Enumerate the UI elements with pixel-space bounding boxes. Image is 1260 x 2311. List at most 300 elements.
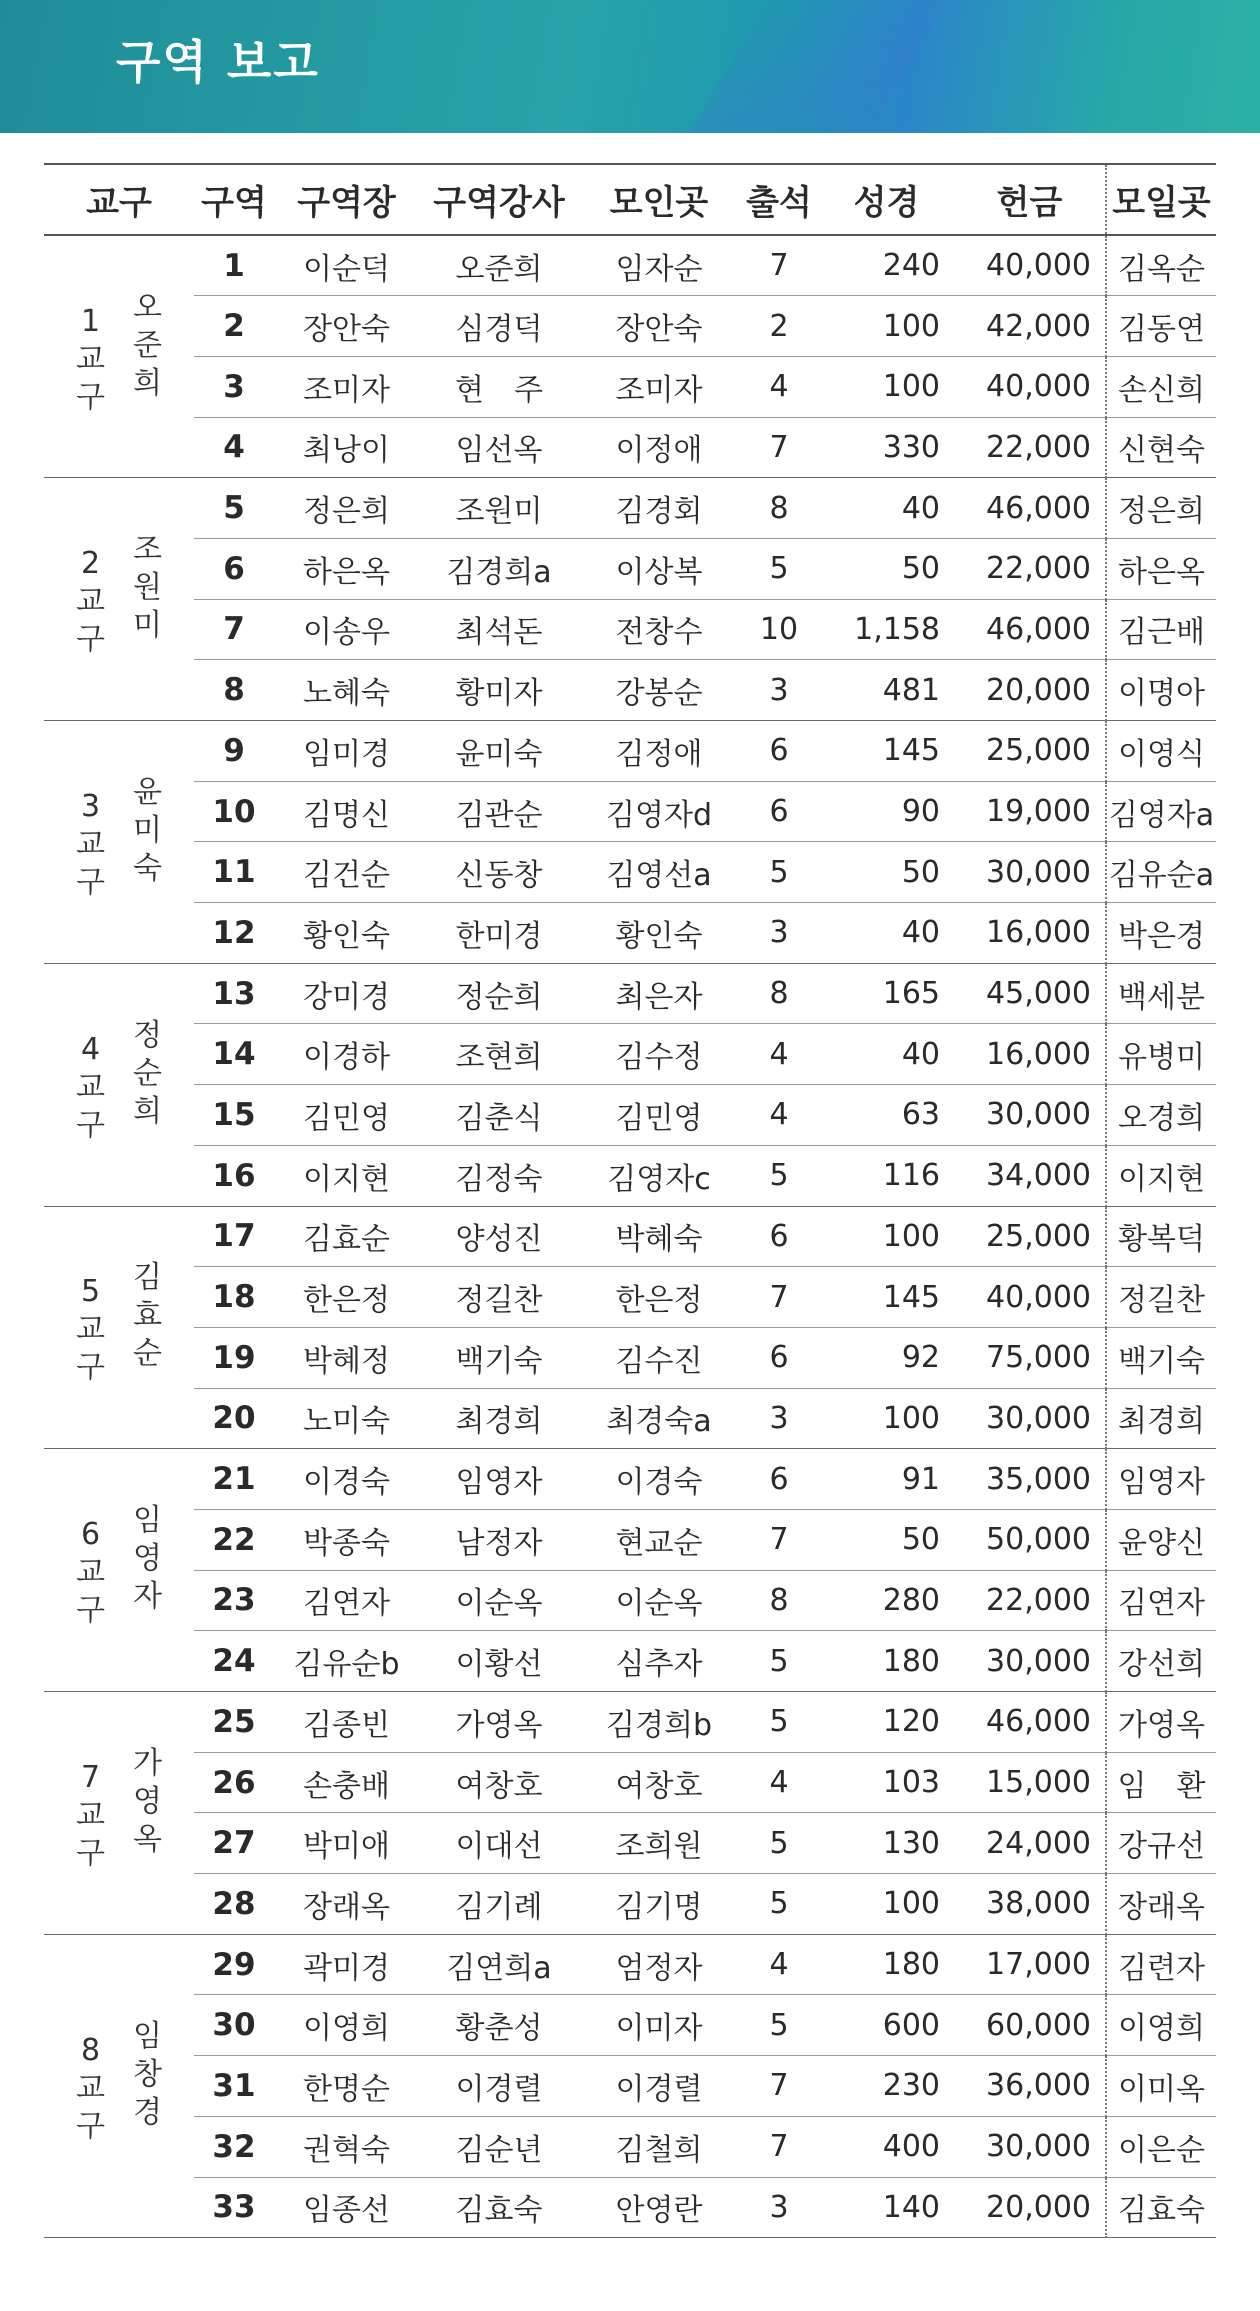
bible-reading: 116 <box>819 1145 954 1206</box>
bible-reading: 481 <box>819 660 954 721</box>
attendance: 7 <box>739 235 819 296</box>
meeting-place: 심추자 <box>579 1631 739 1692</box>
next-meeting-place: 정은희 <box>1106 478 1216 539</box>
parish-cell <box>44 1692 194 1935</box>
bible-reading: 240 <box>819 235 954 296</box>
table-row <box>44 478 1216 539</box>
attendance: 7 <box>739 1509 819 1570</box>
district-teacher: 남정자 <box>419 1509 579 1570</box>
district-teacher: 김정숙 <box>419 1145 579 1206</box>
parish-number: 3 <box>80 788 101 824</box>
district-teacher: 양성진 <box>419 1206 579 1267</box>
parish-label-text: 교 구 <box>76 1797 105 1871</box>
table-row <box>44 296 1216 357</box>
district-number: 16 <box>194 1145 274 1206</box>
offering: 42,000 <box>954 296 1106 357</box>
offering: 35,000 <box>954 1449 1106 1510</box>
bible-reading: 100 <box>819 296 954 357</box>
meeting-place: 김경회 <box>579 478 739 539</box>
district-leader: 박혜정 <box>274 1327 419 1388</box>
bible-reading: 91 <box>819 1449 954 1510</box>
offering: 22,000 <box>954 417 1106 478</box>
header-guyeokjang: 구역장 <box>274 164 419 235</box>
parish-label-text: 교 구 <box>76 826 105 900</box>
meeting-place: 김철희 <box>579 2116 739 2177</box>
district-teacher: 이대선 <box>419 1813 579 1874</box>
table-row <box>44 1206 1216 1267</box>
meeting-place: 한은정 <box>579 1267 739 1328</box>
parish-name <box>76 1516 105 1630</box>
table-row <box>44 417 1216 478</box>
attendance: 5 <box>739 538 819 599</box>
district-leader: 정은희 <box>274 478 419 539</box>
next-meeting-place: 김동연 <box>1106 296 1216 357</box>
district-number: 31 <box>194 2056 274 2117</box>
parish-pastor-name: 오 준 희 <box>133 289 162 401</box>
table-row <box>44 235 1216 296</box>
next-meeting-place: 정길찬 <box>1106 1267 1216 1328</box>
bible-reading: 400 <box>819 2116 954 2177</box>
attendance: 7 <box>739 1267 819 1328</box>
district-leader: 노혜숙 <box>274 660 419 721</box>
district-number: 15 <box>194 1085 274 1146</box>
next-meeting-place: 이미옥 <box>1106 2056 1216 2117</box>
offering: 30,000 <box>954 1631 1106 1692</box>
meeting-place: 조미자 <box>579 356 739 417</box>
next-meeting-place: 손신희 <box>1106 356 1216 417</box>
meeting-place: 이경숙 <box>579 1449 739 1510</box>
parish-number: 7 <box>80 1759 101 1795</box>
header-offering: 헌금 <box>954 164 1106 235</box>
meeting-place: 김수진 <box>579 1327 739 1388</box>
offering: 34,000 <box>954 1145 1106 1206</box>
attendance: 4 <box>739 1024 819 1085</box>
bible-reading: 145 <box>819 721 954 782</box>
parish-number: 6 <box>80 1517 101 1553</box>
offering: 40,000 <box>954 1267 1106 1328</box>
bible-reading: 145 <box>819 1267 954 1328</box>
meeting-place: 김기명 <box>579 1874 739 1935</box>
bible-reading: 63 <box>819 1085 954 1146</box>
table-row <box>44 1449 1216 1510</box>
table-body <box>44 235 1216 2238</box>
parish-label-text: 교 구 <box>76 341 105 415</box>
meeting-place: 김영자c <box>579 1145 739 1206</box>
parish-pastor-name: 김 효 순 <box>133 1260 162 1372</box>
table-row <box>44 963 1216 1024</box>
district-number: 4 <box>194 417 274 478</box>
bible-reading: 230 <box>819 2056 954 2117</box>
bible-reading: 140 <box>819 2177 954 2238</box>
parish-cell <box>44 963 194 1206</box>
district-number: 22 <box>194 1509 274 1570</box>
parish-number: 8 <box>80 2032 101 2068</box>
offering: 30,000 <box>954 1388 1106 1449</box>
parish-pastor-name: 정 순 희 <box>133 1017 162 1129</box>
parish-label-text: 교 구 <box>76 1312 105 1386</box>
meeting-place: 최은자 <box>579 963 739 1024</box>
table-row <box>44 1085 1216 1146</box>
table-row <box>44 721 1216 782</box>
district-number: 33 <box>194 2177 274 2238</box>
parish-name <box>76 1273 105 1387</box>
parish-name <box>76 545 105 659</box>
meeting-place: 안영란 <box>579 2177 739 2238</box>
attendance: 6 <box>739 1449 819 1510</box>
parish-pastor-name: 윤 미 숙 <box>133 774 162 886</box>
offering: 36,000 <box>954 2056 1106 2117</box>
offering: 30,000 <box>954 2116 1106 2177</box>
district-teacher: 가영옥 <box>419 1692 579 1753</box>
header-guyeok: 구역 <box>194 164 274 235</box>
district-leader: 한은정 <box>274 1267 419 1328</box>
parish-cell <box>44 1206 194 1449</box>
parish-pastor-name: 임 창 경 <box>133 2018 162 2130</box>
district-number: 23 <box>194 1570 274 1631</box>
parish-pastor-name: 가 영 옥 <box>133 1745 162 1857</box>
district-teacher: 김경희a <box>419 538 579 599</box>
offering: 25,000 <box>954 721 1106 782</box>
district-number: 8 <box>194 660 274 721</box>
district-leader: 한명순 <box>274 2056 419 2117</box>
district-teacher: 여창호 <box>419 1752 579 1813</box>
meeting-place: 최경숙a <box>579 1388 739 1449</box>
bible-reading: 100 <box>819 356 954 417</box>
attendance: 6 <box>739 781 819 842</box>
table-row <box>44 1631 1216 1692</box>
offering: 16,000 <box>954 1024 1106 1085</box>
district-number: 27 <box>194 1813 274 1874</box>
offering: 50,000 <box>954 1509 1106 1570</box>
offering: 25,000 <box>954 1206 1106 1267</box>
next-meeting-place: 백기숙 <box>1106 1327 1216 1388</box>
bible-reading: 180 <box>819 1934 954 1995</box>
parish-label <box>44 774 194 902</box>
offering: 20,000 <box>954 2177 1106 2238</box>
bible-reading: 600 <box>819 1995 954 2056</box>
district-number: 17 <box>194 1206 274 1267</box>
district-teacher: 한미경 <box>419 903 579 964</box>
bible-reading: 280 <box>819 1570 954 1631</box>
offering: 20,000 <box>954 660 1106 721</box>
district-leader: 이송우 <box>274 599 419 660</box>
header-moil: 모일곳 <box>1106 164 1216 235</box>
next-meeting-place: 김근배 <box>1106 599 1216 660</box>
table-row <box>44 1813 1216 1874</box>
next-meeting-place: 강선희 <box>1106 1631 1216 1692</box>
attendance: 6 <box>739 1206 819 1267</box>
table-row <box>44 599 1216 660</box>
table-row <box>44 660 1216 721</box>
bible-reading: 50 <box>819 538 954 599</box>
bible-reading: 92 <box>819 1327 954 1388</box>
parish-cell <box>44 1449 194 1692</box>
next-meeting-place: 하은옥 <box>1106 538 1216 599</box>
parish-label-text: 교 구 <box>76 1069 105 1143</box>
next-meeting-place: 김옥순 <box>1106 235 1216 296</box>
table-row <box>44 2056 1216 2117</box>
offering: 30,000 <box>954 842 1106 903</box>
district-leader: 임미경 <box>274 721 419 782</box>
district-number: 9 <box>194 721 274 782</box>
district-number: 32 <box>194 2116 274 2177</box>
attendance: 8 <box>739 478 819 539</box>
district-teacher: 조현희 <box>419 1024 579 1085</box>
attendance: 10 <box>739 599 819 660</box>
district-leader: 김명신 <box>274 781 419 842</box>
table-row <box>44 1874 1216 1935</box>
bible-reading: 180 <box>819 1631 954 1692</box>
next-meeting-place: 최경희 <box>1106 1388 1216 1449</box>
offering: 40,000 <box>954 356 1106 417</box>
offering: 15,000 <box>954 1752 1106 1813</box>
table-row <box>44 842 1216 903</box>
table-row <box>44 1752 1216 1813</box>
district-leader: 김유순b <box>274 1631 419 1692</box>
attendance: 8 <box>739 1570 819 1631</box>
parish-cell <box>44 235 194 478</box>
district-leader: 황인숙 <box>274 903 419 964</box>
parish-pastor-name: 임 영 자 <box>133 1503 162 1615</box>
table-row <box>44 1692 1216 1753</box>
bible-reading: 40 <box>819 903 954 964</box>
district-leader: 이경숙 <box>274 1449 419 1510</box>
table-header-row <box>44 164 1216 235</box>
district-number: 20 <box>194 1388 274 1449</box>
attendance: 5 <box>739 1813 819 1874</box>
attendance: 3 <box>739 1388 819 1449</box>
attendance: 8 <box>739 963 819 1024</box>
next-meeting-place: 김효숙 <box>1106 2177 1216 2238</box>
district-teacher: 신동창 <box>419 842 579 903</box>
district-leader: 이순덕 <box>274 235 419 296</box>
parish-pastor-name: 조 원 미 <box>133 532 162 644</box>
attendance: 7 <box>739 2056 819 2117</box>
district-number: 12 <box>194 903 274 964</box>
district-leader: 장안숙 <box>274 296 419 357</box>
district-teacher: 최석돈 <box>419 599 579 660</box>
district-number: 25 <box>194 1692 274 1753</box>
next-meeting-place: 이명아 <box>1106 660 1216 721</box>
next-meeting-place: 오경희 <box>1106 1085 1216 1146</box>
district-leader: 김연자 <box>274 1570 419 1631</box>
district-leader: 이경하 <box>274 1024 419 1085</box>
parish-name <box>76 1759 105 1873</box>
parish-label <box>44 1745 194 1873</box>
table-row <box>44 1509 1216 1570</box>
district-leader: 손충배 <box>274 1752 419 1813</box>
table-row <box>44 2116 1216 2177</box>
bible-reading: 100 <box>819 1388 954 1449</box>
offering: 17,000 <box>954 1934 1106 1995</box>
district-number: 2 <box>194 296 274 357</box>
parish-number: 1 <box>80 303 101 339</box>
meeting-place: 황인숙 <box>579 903 739 964</box>
district-number: 26 <box>194 1752 274 1813</box>
report-table-container <box>44 163 1216 2238</box>
district-teacher: 김관순 <box>419 781 579 842</box>
district-leader: 노미숙 <box>274 1388 419 1449</box>
district-leader: 박미애 <box>274 1813 419 1874</box>
district-number: 30 <box>194 1995 274 2056</box>
district-teacher: 김기례 <box>419 1874 579 1935</box>
header-gangsa: 구역강사 <box>419 164 579 235</box>
district-number: 3 <box>194 356 274 417</box>
table-row <box>44 781 1216 842</box>
district-leader: 조미자 <box>274 356 419 417</box>
district-teacher: 임영자 <box>419 1449 579 1510</box>
bible-reading: 50 <box>819 1509 954 1570</box>
header-attendance: 출석 <box>739 164 819 235</box>
table-row <box>44 1145 1216 1206</box>
bible-reading: 40 <box>819 1024 954 1085</box>
parish-name <box>76 303 105 417</box>
meeting-place: 박혜숙 <box>579 1206 739 1267</box>
table-row <box>44 1388 1216 1449</box>
table-row <box>44 1267 1216 1328</box>
district-leader: 김종빈 <box>274 1692 419 1753</box>
attendance: 3 <box>739 2177 819 2238</box>
header-moin: 모인곳 <box>579 164 739 235</box>
district-leader: 권혁숙 <box>274 2116 419 2177</box>
district-leader: 강미경 <box>274 963 419 1024</box>
offering: 45,000 <box>954 963 1106 1024</box>
parish-label-text: 교 구 <box>76 584 105 658</box>
offering: 38,000 <box>954 1874 1106 1935</box>
offering: 60,000 <box>954 1995 1106 2056</box>
district-number: 11 <box>194 842 274 903</box>
meeting-place: 이미자 <box>579 1995 739 2056</box>
attendance: 7 <box>739 417 819 478</box>
next-meeting-place: 김유순a <box>1106 842 1216 903</box>
district-teacher: 현 주 <box>419 356 579 417</box>
parish-label <box>44 1503 194 1630</box>
district-number: 7 <box>194 599 274 660</box>
district-teacher: 심경덕 <box>419 296 579 357</box>
bible-reading: 130 <box>819 1813 954 1874</box>
parish-label <box>44 1260 194 1387</box>
district-teacher: 조원미 <box>419 478 579 539</box>
district-teacher: 오준희 <box>419 235 579 296</box>
bible-reading: 103 <box>819 1752 954 1813</box>
bible-reading: 50 <box>819 842 954 903</box>
district-number: 19 <box>194 1327 274 1388</box>
district-report-table <box>44 163 1216 2238</box>
district-teacher: 정길찬 <box>419 1267 579 1328</box>
offering: 24,000 <box>954 1813 1106 1874</box>
next-meeting-place: 윤양신 <box>1106 1509 1216 1570</box>
parish-label <box>44 532 194 659</box>
meeting-place: 장안숙 <box>579 296 739 357</box>
next-meeting-place: 가영옥 <box>1106 1692 1216 1753</box>
parish-cell <box>44 721 194 964</box>
next-meeting-place: 유병미 <box>1106 1024 1216 1085</box>
bible-reading: 330 <box>819 417 954 478</box>
bible-reading: 165 <box>819 963 954 1024</box>
next-meeting-place: 장래옥 <box>1106 1874 1216 1935</box>
district-number: 21 <box>194 1449 274 1510</box>
district-teacher: 이순옥 <box>419 1570 579 1631</box>
attendance: 4 <box>739 1934 819 1995</box>
district-number: 28 <box>194 1874 274 1935</box>
meeting-place: 전창수 <box>579 599 739 660</box>
district-number: 1 <box>194 235 274 296</box>
header-gyogu: 교구 <box>44 164 194 235</box>
district-number: 5 <box>194 478 274 539</box>
parish-label <box>44 2018 194 2146</box>
district-teacher: 황미자 <box>419 660 579 721</box>
district-teacher: 백기숙 <box>419 1327 579 1388</box>
district-teacher: 정순희 <box>419 963 579 1024</box>
district-leader: 김민영 <box>274 1085 419 1146</box>
attendance: 3 <box>739 903 819 964</box>
district-leader: 김건순 <box>274 842 419 903</box>
district-teacher: 김효숙 <box>419 2177 579 2238</box>
district-teacher: 윤미숙 <box>419 721 579 782</box>
parish-label-text: 교 구 <box>76 2070 105 2144</box>
parish-number: 5 <box>80 1274 101 1310</box>
meeting-place: 이경렬 <box>579 2056 739 2117</box>
page-title: 구역 보고 <box>116 35 320 89</box>
attendance: 7 <box>739 2116 819 2177</box>
meeting-place: 이순옥 <box>579 1570 739 1631</box>
bible-reading: 1,158 <box>819 599 954 660</box>
district-number: 6 <box>194 538 274 599</box>
offering: 22,000 <box>954 538 1106 599</box>
meeting-place: 이상복 <box>579 538 739 599</box>
header-banner <box>0 0 1260 133</box>
next-meeting-place: 황복덕 <box>1106 1206 1216 1267</box>
offering: 46,000 <box>954 1692 1106 1753</box>
parish-cell <box>44 478 194 721</box>
district-leader: 이지현 <box>274 1145 419 1206</box>
attendance: 5 <box>739 1692 819 1753</box>
offering: 22,000 <box>954 1570 1106 1631</box>
next-meeting-place: 이영희 <box>1106 1995 1216 2056</box>
parish-name <box>76 2032 105 2146</box>
parish-name <box>76 1031 105 1145</box>
offering: 19,000 <box>954 781 1106 842</box>
next-meeting-place: 이지현 <box>1106 1145 1216 1206</box>
district-leader: 최낭이 <box>274 417 419 478</box>
meeting-place: 이정애 <box>579 417 739 478</box>
attendance: 4 <box>739 1085 819 1146</box>
meeting-place: 김경희b <box>579 1692 739 1753</box>
offering: 16,000 <box>954 903 1106 964</box>
parish-number: 2 <box>80 546 101 582</box>
district-leader: 이영희 <box>274 1995 419 2056</box>
table-row <box>44 1995 1216 2056</box>
meeting-place: 엄정자 <box>579 1934 739 1995</box>
district-number: 14 <box>194 1024 274 1085</box>
attendance: 5 <box>739 842 819 903</box>
district-leader: 김효순 <box>274 1206 419 1267</box>
district-leader: 곽미경 <box>274 1934 419 1995</box>
district-number: 13 <box>194 963 274 1024</box>
next-meeting-place: 이영식 <box>1106 721 1216 782</box>
attendance: 6 <box>739 721 819 782</box>
next-meeting-place: 임 환 <box>1106 1752 1216 1813</box>
meeting-place: 김영자d <box>579 781 739 842</box>
meeting-place: 김정애 <box>579 721 739 782</box>
district-leader: 하은옥 <box>274 538 419 599</box>
meeting-place: 조희원 <box>579 1813 739 1874</box>
bible-reading: 120 <box>819 1692 954 1753</box>
district-teacher: 이황선 <box>419 1631 579 1692</box>
meeting-place: 여창호 <box>579 1752 739 1813</box>
table-row <box>44 538 1216 599</box>
meeting-place: 현교순 <box>579 1509 739 1570</box>
